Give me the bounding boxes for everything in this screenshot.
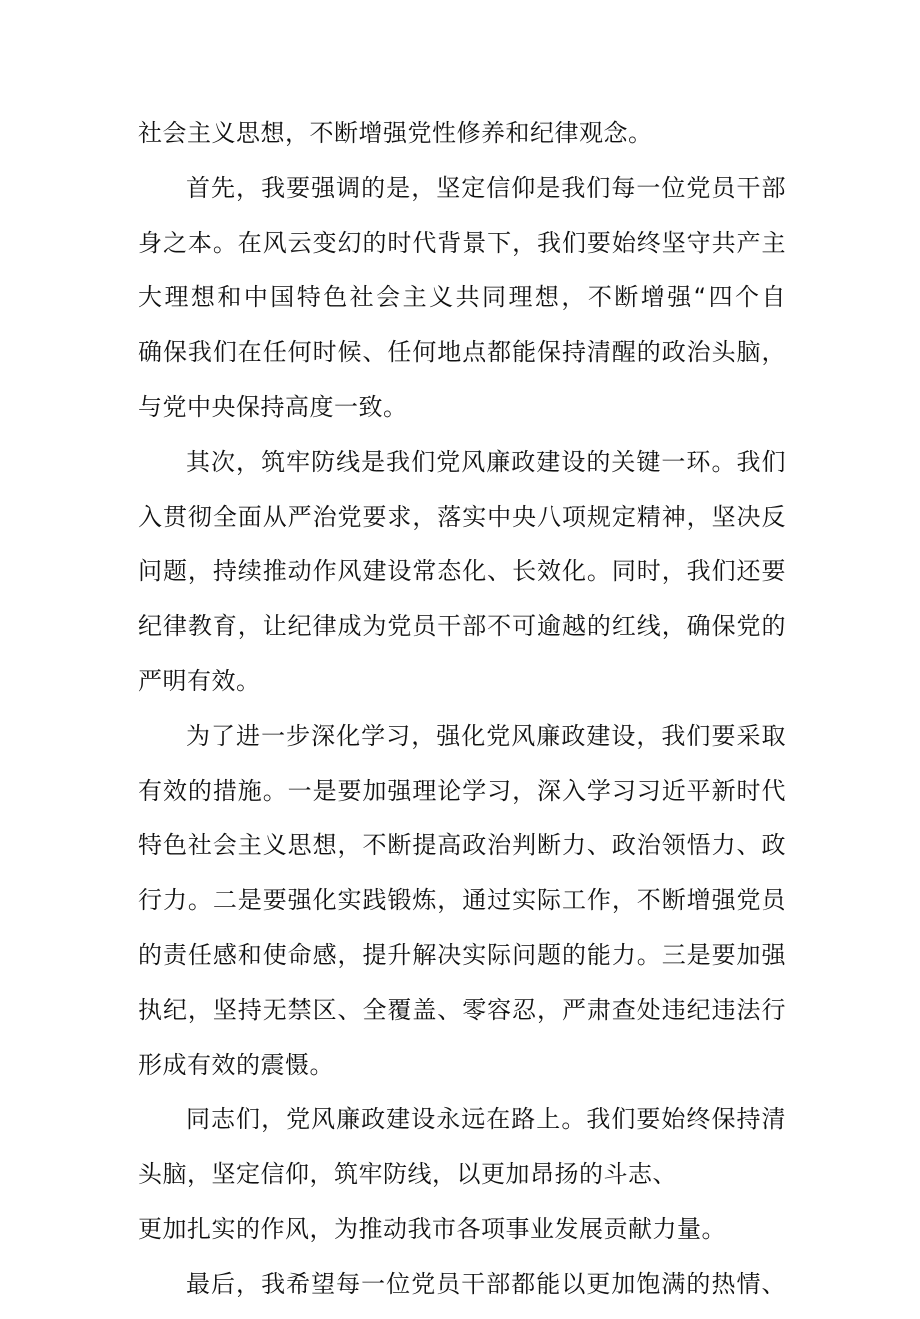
text-line-content: 行力。二是要强化实践锻炼，通过实际工作，不断增强党员 xyxy=(138,886,786,915)
text-line xyxy=(0,1045,920,1100)
text-line xyxy=(0,606,920,661)
text-line xyxy=(0,771,920,826)
text-line xyxy=(0,497,920,552)
text-line-content: 与党中央保持高度一致。 xyxy=(138,392,408,421)
text-line xyxy=(0,551,920,606)
text-line-content: 更加扎实的作风，为推动我市各项事业发展贡献力量。 xyxy=(138,1214,726,1243)
text-line-content: 的责任感和使命感，提升解决实际问题的能力。三是要加强 xyxy=(138,940,786,969)
text-line-content: 身之本。在风云变幻的时代背景下，我们要始终坚守共产主 xyxy=(138,228,786,257)
text-line xyxy=(0,113,920,168)
text-line-content: 执纪，坚持无禁区、全覆盖、零容忍，严肃查处违纪违法行 xyxy=(138,995,786,1024)
paragraph-first-line xyxy=(0,1099,920,1154)
text-line xyxy=(0,661,920,716)
paragraph-first-line xyxy=(0,442,920,497)
text-line-content: 最后，我希望每一位党员干部都能以更加饱满的热情、 xyxy=(186,1269,786,1298)
text-line xyxy=(0,277,920,332)
text-line-content: 首先，我要强调的是，坚定信仰是我们每一位党员干部 xyxy=(186,173,786,202)
text-line xyxy=(0,1209,920,1264)
text-line-content: 大理想和中国特色社会主义共同理想，不断增强“四个自 xyxy=(138,283,786,312)
text-line-content: 形成有效的震慑。 xyxy=(138,1050,334,1079)
text-line-content: 为了进一步深化学习，强化党风廉政建设，我们要采取 xyxy=(186,721,786,750)
text-line-content: 问题，持续推动作风建设常态化、长效化。同时，我们还要 xyxy=(138,557,786,586)
text-line-content: 严明有效。 xyxy=(138,666,261,695)
paragraph-first-line xyxy=(0,168,920,223)
text-line xyxy=(0,1154,920,1209)
text-line-content: 社会主义思想，不断增强党性修养和纪律观念。 xyxy=(138,119,653,147)
text-line xyxy=(0,990,920,1045)
text-line xyxy=(0,935,920,990)
text-line-content: 有效的措施。一是要加强理论学习，深入学习习近平新时代 xyxy=(138,776,786,805)
text-line-content: 特色社会主义思想，不断提高政治判断力、政治领悟力、政 xyxy=(138,831,786,860)
text-line xyxy=(0,880,920,935)
text-line-content: 确保我们在任何时候、任何地点都能保持清醒的政治头脑， xyxy=(138,338,786,367)
text-line xyxy=(0,223,920,278)
text-line xyxy=(0,387,920,442)
paragraph-first-line xyxy=(0,716,920,771)
text-line xyxy=(0,332,920,387)
text-line-content: 其次，筑牢防线是我们党风廉政建设的关键一环。我们 xyxy=(186,447,786,476)
text-line-content: 入贯彻全面从严治党要求，落实中央八项规定精神，坚决反 xyxy=(138,502,786,531)
paragraph-first-line xyxy=(0,1264,920,1319)
text-line-content: 头脑，坚定信仰，筑牢防线，以更加昂扬的斗志、 xyxy=(138,1160,677,1189)
text-line xyxy=(0,825,920,880)
text-line-content: 同志们，党风廉政建设永远在路上。我们要始终保持清 xyxy=(186,1105,786,1134)
text-line-content: 纪律教育，让纪律成为党员干部不可逾越的红线，确保党的 xyxy=(138,612,786,641)
